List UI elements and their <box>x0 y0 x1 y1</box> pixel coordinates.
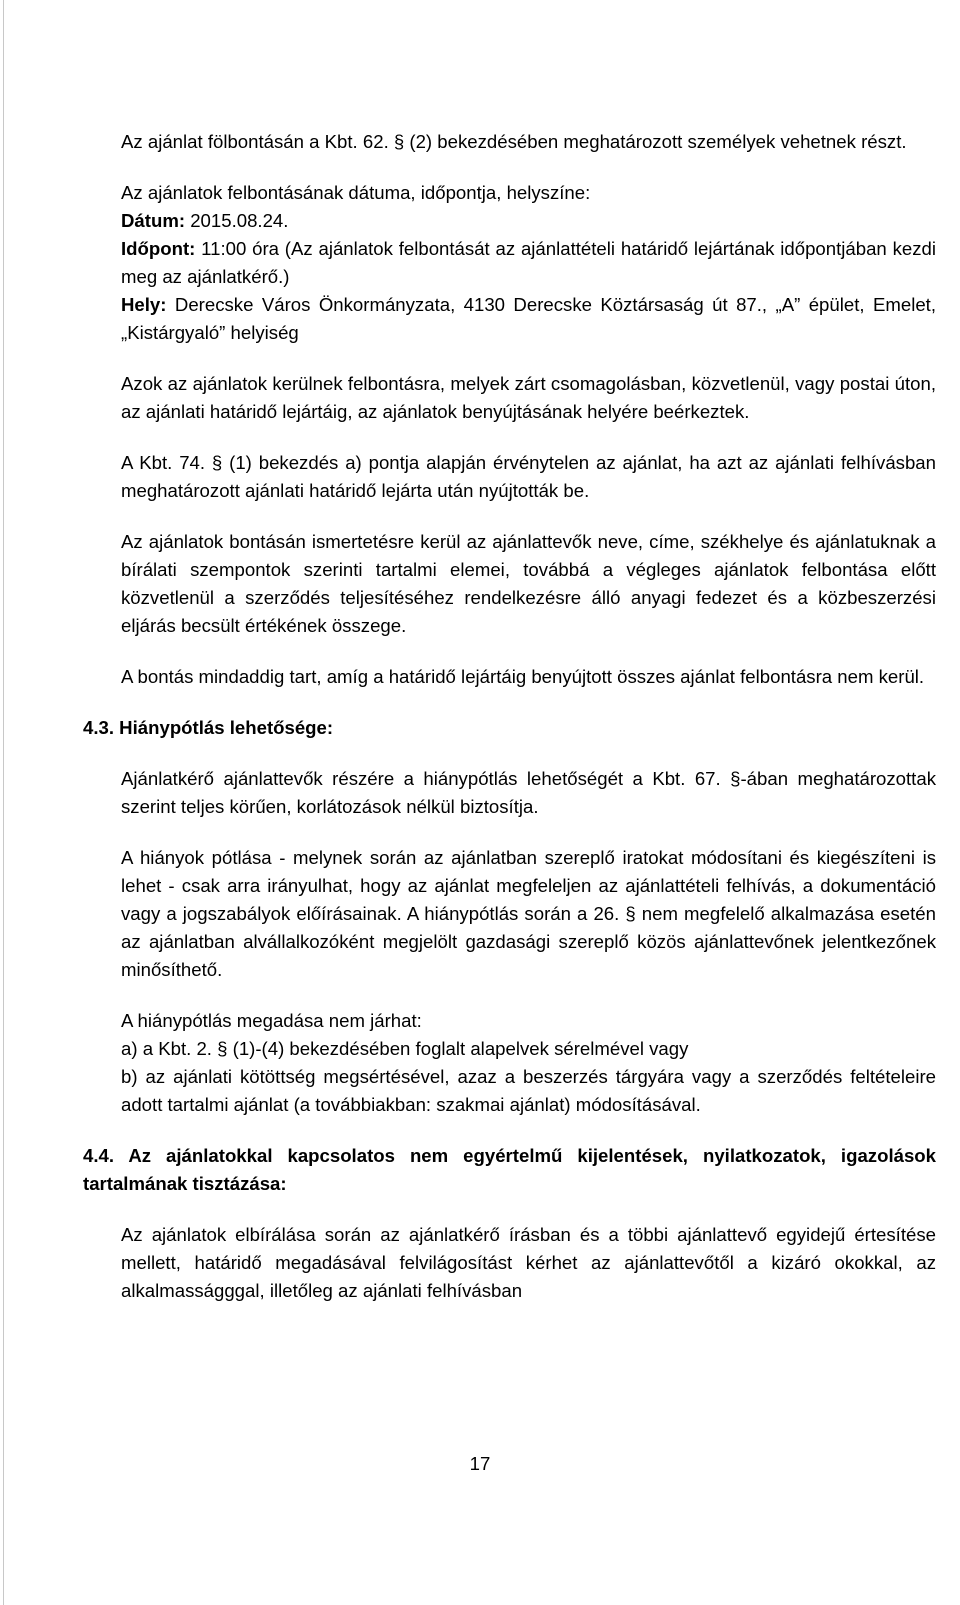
paragraph-deficiency-limit-a: a) a Kbt. 2. § (1)-(4) bekezdésében foglalt alapelvek sérelmével vagy <box>121 1038 689 1059</box>
time-value: 11:00 óra (Az ajánlatok felbontását az ajánlattételi határidő lejártának időpontjában kezdi meg az ajánlatkérő.) <box>121 238 936 287</box>
time-label: Időpont: <box>121 238 196 259</box>
place-label: Hely: <box>121 294 167 315</box>
opening-details-intro: Az ajánlatok felbontásának dátuma, időpontja, helyszíne: <box>121 182 591 203</box>
paragraph-deficiency-limits-intro: A hiánypótlás megadása nem járhat: <box>121 1010 422 1031</box>
paragraph-opening-duration: A bontás mindaddig tart, amíg a határidő lejártáig benyújtott összes ajánlat felbontásra nem kerül. <box>121 666 925 687</box>
page-edge-line <box>3 0 4 1605</box>
paragraph-deficiency-remedy: Ajánlatkérő ajánlattevők részére a hiánypótlás lehetőségét a Kbt. 67. §-ában meghatározottak szerint teljes körűen, korlátozások nélkül biztosítja. <box>121 768 936 817</box>
date-value: 2015.08.24. <box>185 210 289 231</box>
section-heading-4-4: 4.4. Az ajánlatokkal kapcsolatos nem egyértelmű kijelentések, nyilatkozatok, igazolások tartalmának tisztázása: <box>83 1145 936 1194</box>
section-heading-4-3: 4.3. Hiánypótlás lehetősége: <box>83 717 334 738</box>
document-page <box>83 128 936 1305</box>
date-label: Dátum: <box>121 210 186 231</box>
paragraph-deficiency-scope: A hiányok pótlása - melynek során az ajánlatban szereplő iratokat módosítani és kiegészíteni is lehet - csak arra irányulhat, hogy az ajánlat megfeleljen az ajánlattételi felhívás, a dokumentáció vagy a jogszabályok előírásainak. A hiánypótlás során a 26. § nem megfelelő alkalmazása esetén az ajánlatban alvállalkozóként megjelölt gazdasági szereplő közös ajánlattevőnek jelentkezőnek minősíthető. <box>121 847 936 980</box>
place-value: Derecske Város Önkormányzata, 4130 Derecske Köztársaság út 87., „A” épület, Emelet, „Kistárgyaló” helyiség <box>121 294 936 343</box>
paragraph-place <box>121 291 936 347</box>
paragraph-opening-attendance: Az ajánlat fölbontásán a Kbt. 62. § (2) bekezdésében meghatározott személyek vehetnek részt. <box>121 131 907 152</box>
paragraph-opening-details <box>121 179 936 235</box>
paragraph-invalidity: A Kbt. 74. § (1) bekezdés a) pontja alapján érvénytelen az ajánlat, ha azt az ajánlati felhívásban meghatározott ajánlati határidő lejárta után nyújtották be. <box>121 452 936 501</box>
paragraph-time <box>121 235 936 291</box>
page-number: 17 <box>469 1453 491 1474</box>
paragraph-submission-rules: Azok az ajánlatok kerülnek felbontásra, melyek zárt csomagolásban, közvetlenül, vagy postai úton, az ajánlati határidő lejártáig, az ajánlatok benyújtásának helyére beérkeztek. <box>121 373 936 422</box>
paragraph-deficiency-limit-b: b) az ajánlati kötöttség megsértésével, azaz a beszerzés tárgyára vagy a szerződés feltételeire adott tartalmi ajánlat (a továbbiakban: szakmai ajánlat) módosításával. <box>121 1066 936 1115</box>
paragraph-opening-disclosure: Az ajánlatok bontásán ismertetésre kerül az ajánlattevők neve, címe, székhelye és ajánlatuknak a bírálati szempontok szerinti tartalmi elemei, továbbá a végleges ajánlatok felbontása előtt közvetlenül a szerződés teljesítéséhez rendelkezésre álló anyagi fedezet és a közbeszerzési eljárás becsült értékének összege. <box>121 531 936 636</box>
paragraph-clarification: Az ajánlatok elbírálása során az ajánlatkérő írásban és a többi ajánlattevő egyidejű értesítése mellett, határidő megadásával felvilágosítást kérhet az ajánlattevőtől a kizáró okokkal, az alkalmasságggal, illetőleg az ajánlati felhívásban <box>121 1224 936 1301</box>
